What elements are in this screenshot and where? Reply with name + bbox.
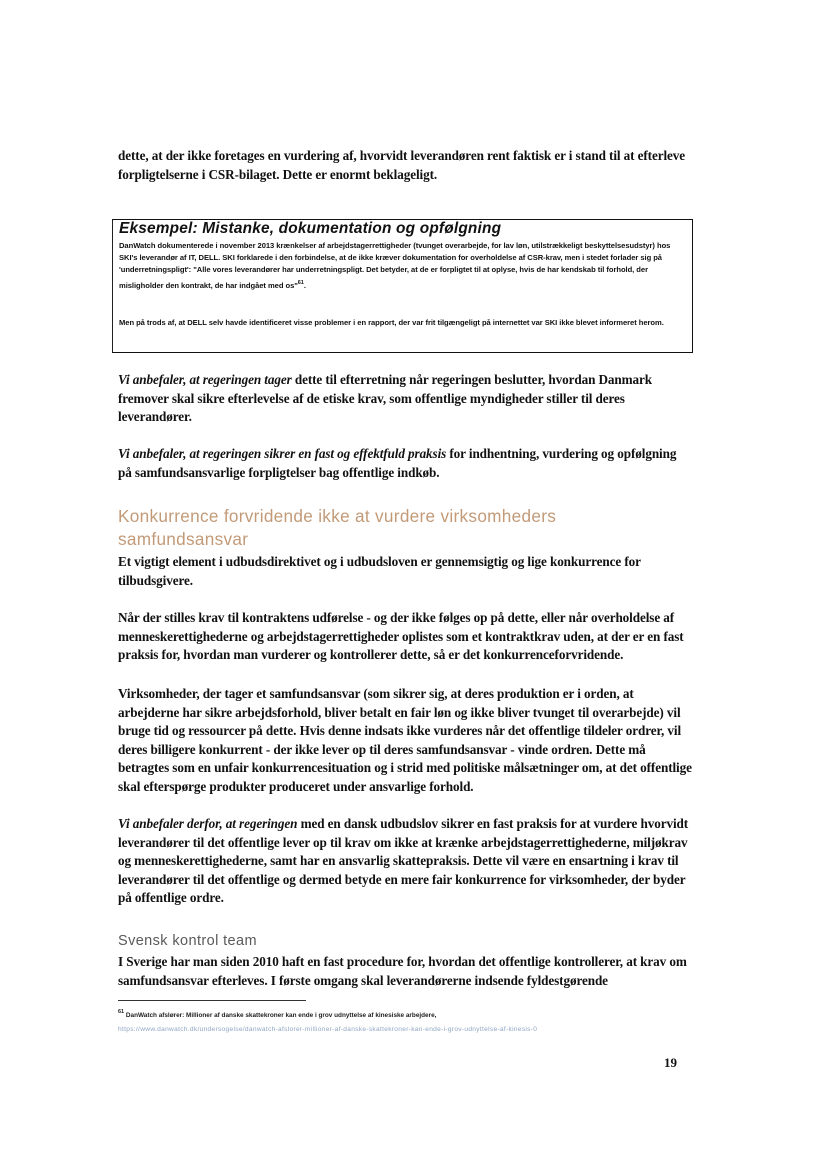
recommendation-2	[118, 445, 692, 482]
paragraph-4: I Sverige har man siden 2010 haft en fast procedure for, hvordan det offentlige kontrollerer, at krav om samfundsansvar efterleves. I første omgang skal leverandørerne indsende fyldestgørende	[118, 954, 687, 988]
example-box	[112, 219, 693, 353]
footnote-link[interactable]: https://www.danwatch.dk/undersogelse/danwatch-afslorer-millioner-af-danske-skattekroner-kan-ende-i-grov-udnyttelse-af-kinesis-0	[118, 1026, 538, 1033]
paragraph-2: Når der stilles krav til kontraktens udførelse - og der ikke følges op på dette, eller når overholdelse af menneskerettighederne og arbejdstagerrettigheder oplistes som et kontraktkrav uden, at der er en fast praksis for, hvordan man vurderer og kontrollerer dette, så er det konkurrenceforvridende.	[118, 610, 684, 663]
example-box-footnote-ref: 61	[297, 279, 304, 286]
footnote-text: DanWatch afslører: Millioner af danske skattekroner kan ende i grov udnyttelse af kinesiske arbejdere,	[125, 1012, 437, 1019]
example-box-body-1-end: .	[303, 280, 306, 290]
recommendation-2-rest: for indhentning, vurdering og opfølgning på samfundsansvarlige forpligtelser bag offentlige indkøb.	[118, 446, 677, 480]
example-box-body-1	[119, 240, 685, 292]
recommendation-3-rest: med en dansk udbudslov sikrer en fast praksis for at vurdere hvorvidt leverandører til det offentlige lever op til krav om ikke at krænke arbejdstagerrettighederne, miljøkrav og menneskerettighederne, samt har en ansvarlig skattepraksis. Dette vil være en ensartning i krav til leverandører til det offentlige og dermed betyde en mere fair konkurrence for virksomheder, der byder på offentlige ordre.	[118, 816, 689, 906]
footnote-61	[118, 1008, 678, 1020]
recommendation-1-rest: dette til efterretning når regeringen beslutter, hvordan Danmark fremover skal sikre efterlevelse af de etiske krav, som offentlige myndigheder stiller til deres leverandører.	[118, 372, 653, 425]
recommendation-2-lead: Vi anbefaler, at regeringen sikrer en fast og effektfuld praksis	[118, 446, 447, 461]
recommendation-3	[118, 815, 692, 908]
example-box-body-2: Men på trods af, at DELL selv havde identificeret visse problemer i en rapport, der var frit tilgængeligt på internettet var SKI ikke blevet informeret herom.	[119, 318, 664, 327]
footnote-divider	[118, 1000, 306, 1001]
intro-paragraph: dette, at der ikke foretages en vurdering af, hvorvidt leverandøren rent faktisk er i stand til at efterleve forpligtelserne i CSR-bilaget. Dette er enormt beklageligt.	[118, 148, 686, 182]
recommendation-3-lead: Vi anbefaler derfor, at regeringen	[118, 816, 298, 831]
footnote-number: 61	[118, 1009, 125, 1015]
section-heading-konkurrence: Konkurrence forvridende ikke at vurdere virksomheders samfundsansvar	[118, 506, 557, 549]
example-box-body-1-text: DanWatch dokumenterede i november 2013 krænkelser af arbejdstagerrettigheder (tvunget overarbejde, for lav løn, utilstrækkeligt beskyttelsesudstyr) hos SKI's leverandør af IT, DELL. SKI forklarede i den forbindelse, at de ikke kræver dokumentation for overholdelse af CSR-krav, men i stedet forlader sig på 'underretningspligt': "Alle vores leverandører har underretningspligt. Det betyder, at de er forpligtet til at oplyse, hvis de har kendskab til forhold, der misligholder den kontrakt, de har indgået med os"	[119, 241, 671, 290]
page-number: 19	[664, 1055, 677, 1070]
paragraph-1: Et vigtigt element i udbudsdirektivet og i udbudsloven er gennemsigtig og lige konkurrence for tilbudsgivere.	[118, 554, 641, 588]
example-box-title: Eksempel: Mistanke, dokumentation og opfølgning	[119, 220, 502, 237]
section-heading-svensk: Svensk kontrol team	[118, 933, 257, 949]
recommendation-1	[118, 371, 692, 427]
recommendation-1-lead: Vi anbefaler, at regeringen tager	[118, 372, 292, 387]
paragraph-3: Virksomheder, der tager et samfundsansvar (som sikrer sig, at deres produktion er i orden, at arbejderne har sikre arbejdsforhold, bliver betalt en fair løn og ikke bliver tvunget til overarbejde) vil bruge tid og ressourcer på dette. Hvis denne indsats ikke vurderes når det offentlige tildeler ordrer, vil deres billigere konkurrent - der ikke lever op til deres samfundsansvar - vinde ordren. Dette må betragtes som en unfair konkurrencesituation og i strid med politiske målsætninger om, at det offentlige skal efterspørge produkter produceret under ansvarlige forhold.	[118, 686, 692, 794]
